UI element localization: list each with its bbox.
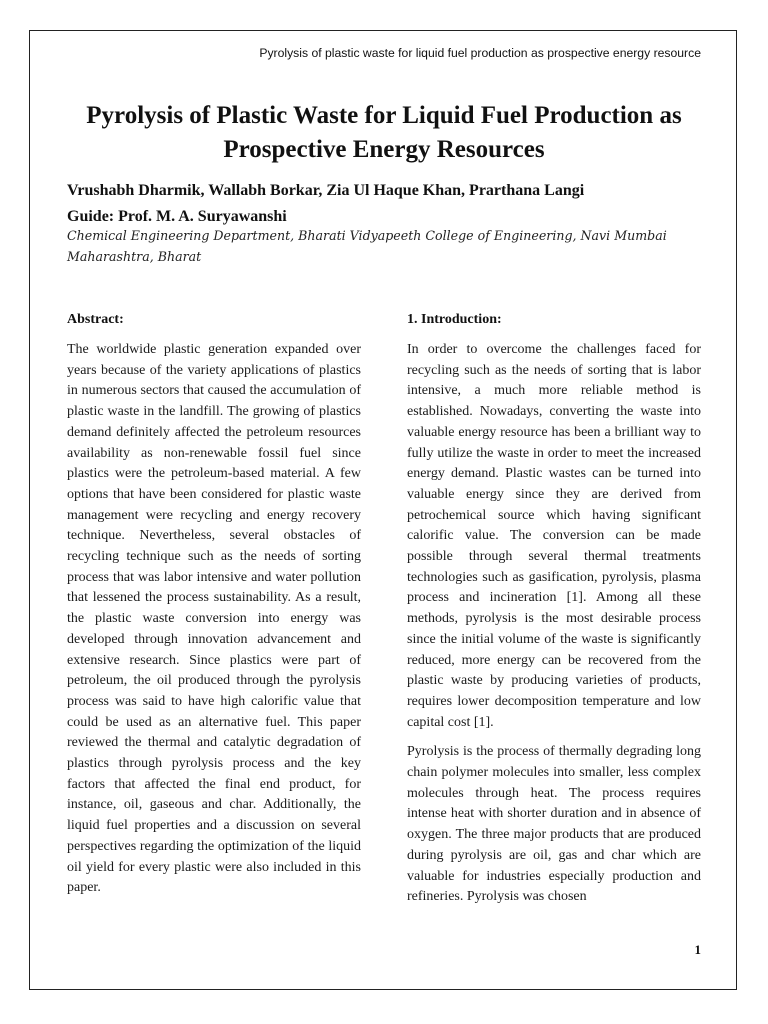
guide-line: Guide: Prof. M. A. Suryawanshi [67, 208, 287, 225]
introduction-column [407, 310, 701, 917]
running-header: Pyrolysis of plastic waste for liquid fuel production as prospective energy resource [259, 46, 701, 60]
introduction-paragraph-1: In order to overcome the challenges faced for recycling such as the needs of sorting that is labor intensive, a much more reliable method is established. Nowadays, converting the waste into valuable energy resource has been a brilliant way to fully utilize the waste in order to meet the increased energy demand. Plastic wastes can be turned into valuable energy since they are derived from petrochemical source which having significant calorific value. The conversion can be made possible through several thermal treatments technologies such as gasification, pyrolysis, plasma process and incineration [1]. Among all these methods, pyrolysis is the most desirable process since the initial volume of the waste is significantly reduced, more energy can be recovered from the plastic waste by producing varieties of products, requires lower decomposition temperature and low capital cost [1]. [407, 342, 701, 730]
abstract-column [67, 310, 361, 908]
affiliation-line-2: Maharashtra, Bharat [67, 249, 202, 264]
affiliation [67, 225, 707, 267]
introduction-paragraph-2: Pyrolysis is the process of thermally degrading long chain polymer molecules into smaller, less complex molecules through heat. The process requires intense heat with shorter duration and in absence of oxygen. The three major products that are produced during pyrolysis are oil, gas and char which are valuable for industries especially production and refineries. Pyrolysis was chosen [407, 744, 701, 905]
abstract-heading: Abstract: [67, 312, 124, 327]
page-number: 1 [694, 942, 701, 957]
author-list: Vrushabh Dharmik, Wallabh Borkar, Zia Ul Haque Khan, Prarthana Langi [67, 182, 585, 199]
introduction-heading: 1. Introduction: [407, 312, 502, 327]
affiliation-line-1: Chemical Engineering Department, Bharati Vidyapeeth College of Engineering, Navi Mumbai [67, 228, 667, 243]
author-block [67, 178, 707, 230]
abstract-text: The worldwide plastic generation expanded over years because of the variety applications of plastics in numerous sectors that caused the accumulation of plastic waste in the landfill. The growing of plastics demand definitely affected the petroleum resources availability as non-renewable fossil fuel since plastics were the petroleum-based material. A few options that have been considered for plastic waste management were recycling and energy recovery technique. Nevertheless, several obstacles of recycling technique such as the needs of sorting process that was labor intensive and water pollution that lessened the process sustainability. As a result, the plastic waste conversion into energy was developed through innovation advancement and extensive research. Since plastics were part of petroleum, the oil produced through the pyrolysis process was said to have high calorific value that could be used as an alternative fuel. This paper reviewed the thermal and catalytic degradation of plastics through pyrolysis process and the key factors that affected the final end product, for instance, oil, gaseous and char. Additionally, the liquid fuel properties and a discussion on several perspectives regarding the optimization of the liquid oil yield for every plastic were also included in this paper. [67, 342, 361, 896]
title-line-1: Pyrolysis of Plastic Waste for Liquid Fuel Production as [86, 102, 682, 129]
paper-title [60, 99, 708, 167]
title-line-2: Prospective Energy Resources [223, 136, 545, 163]
